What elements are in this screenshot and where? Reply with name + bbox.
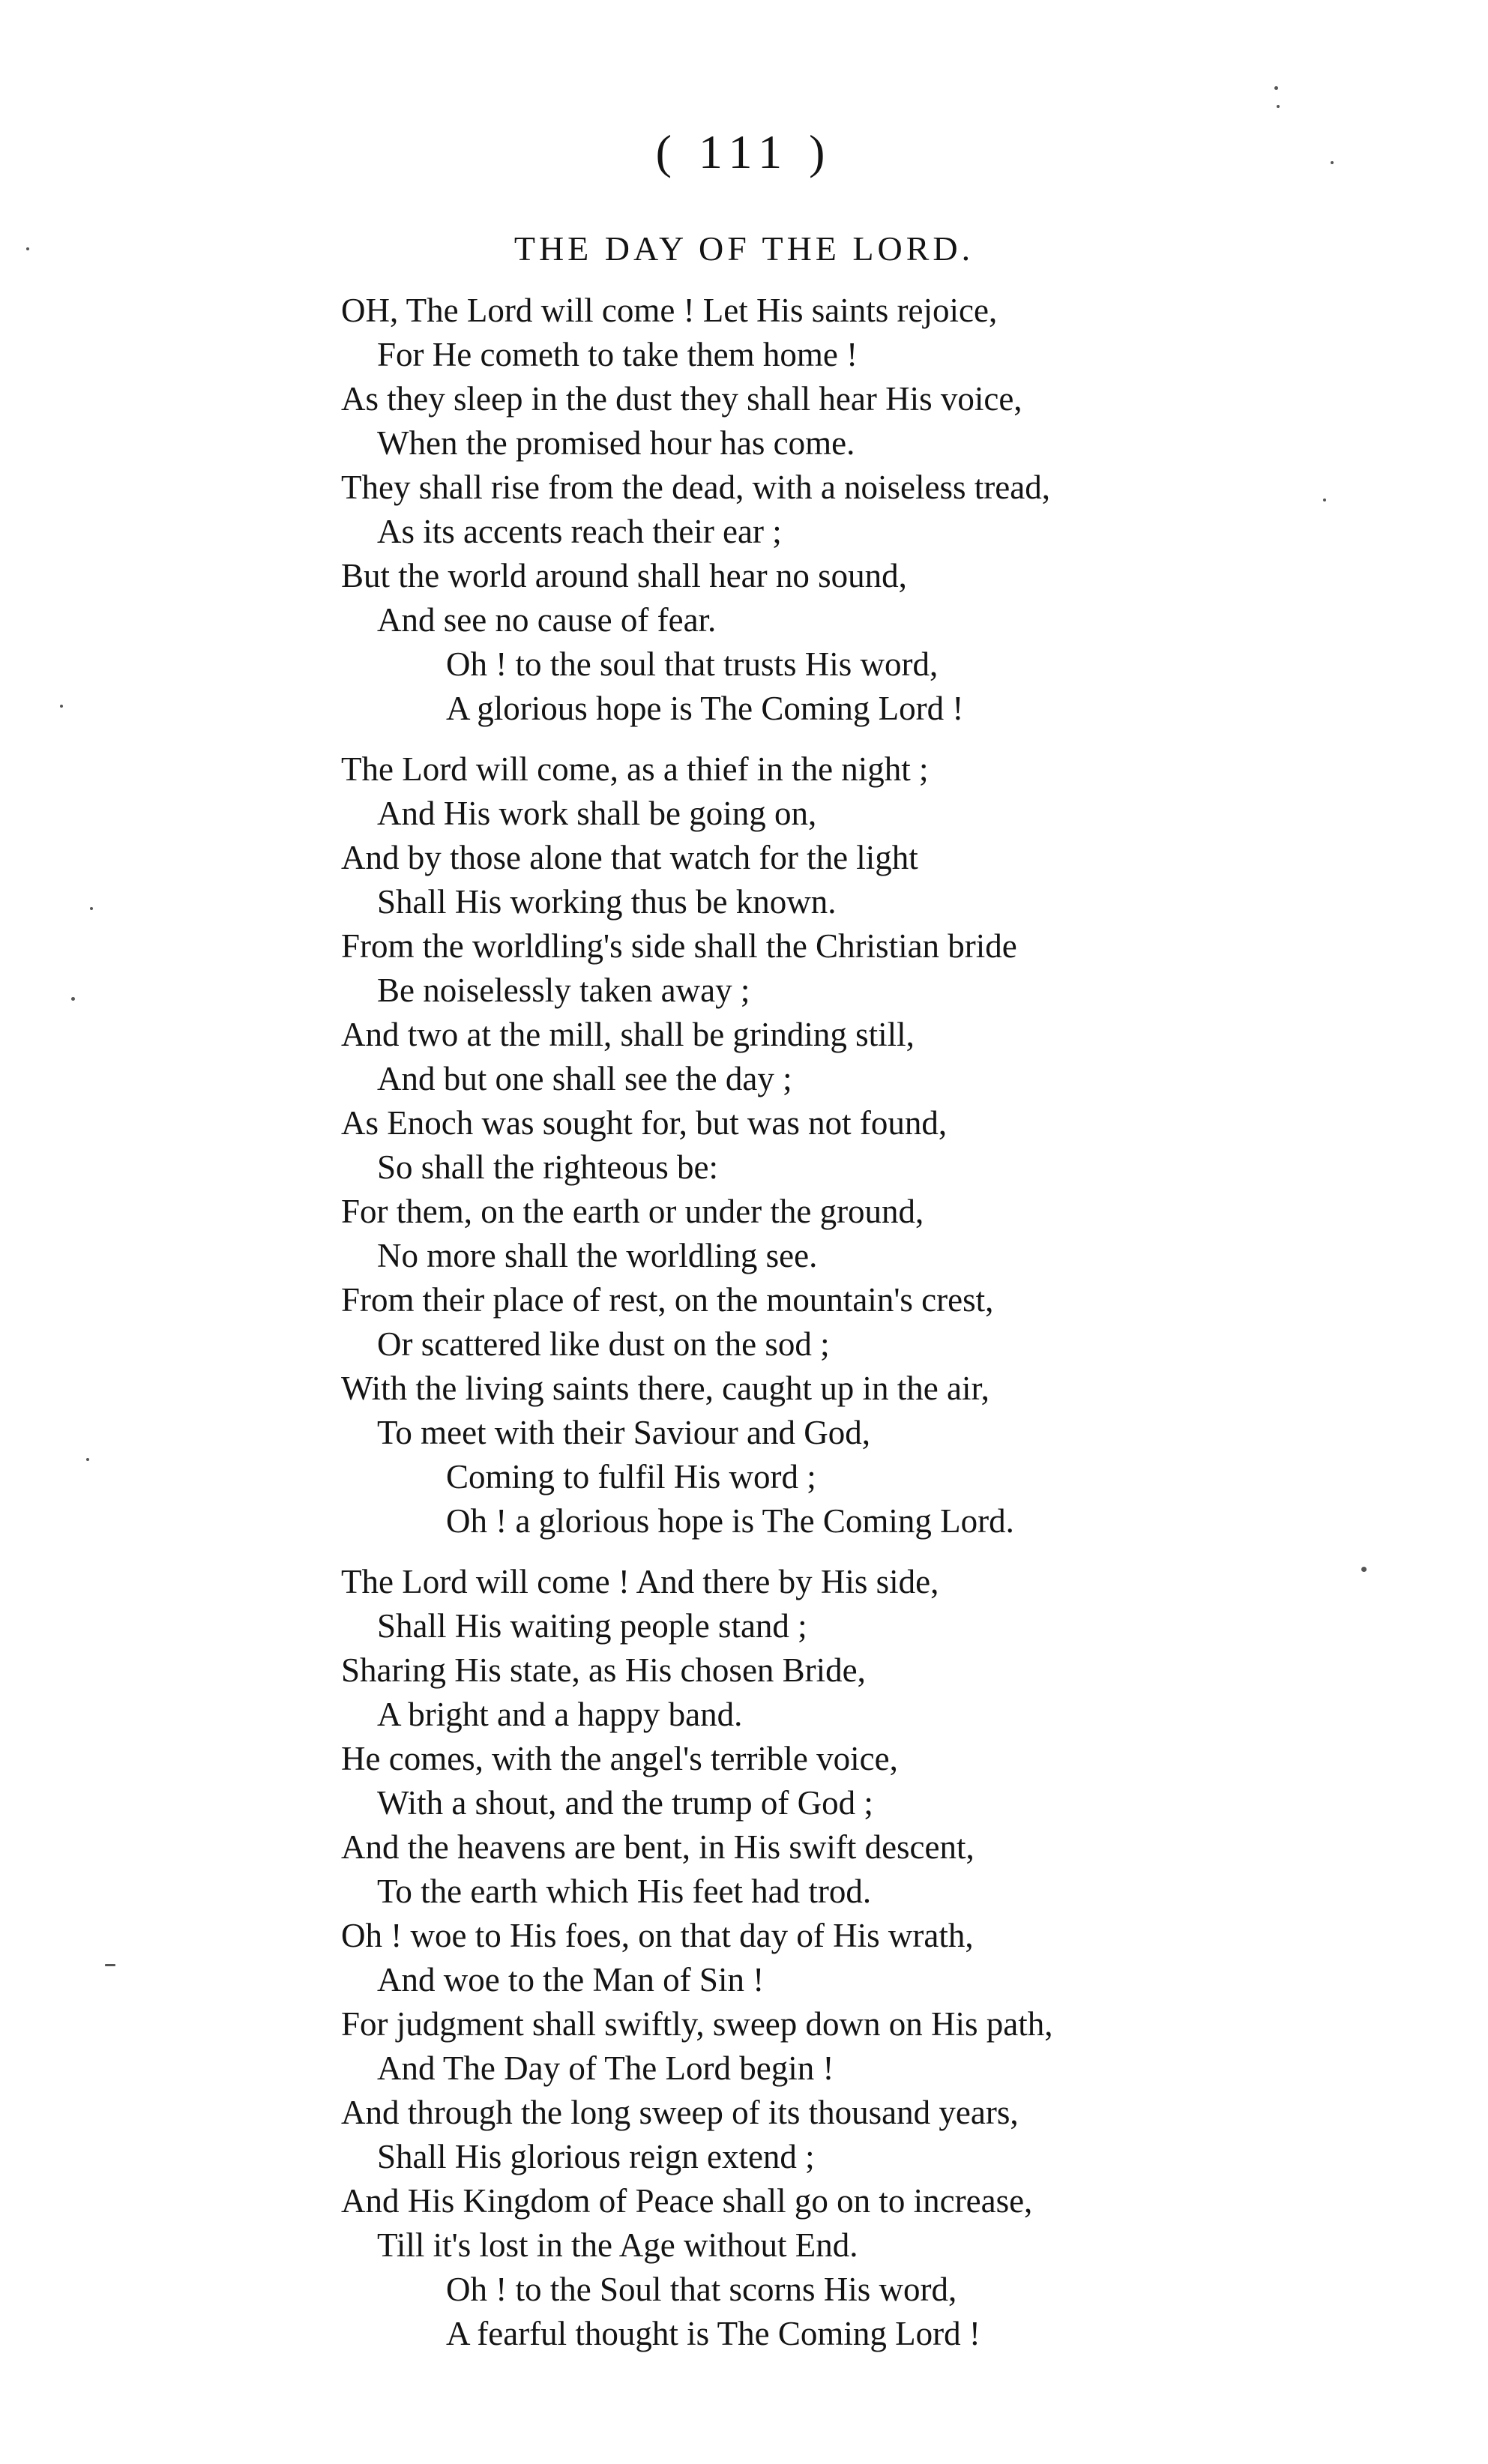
poem-line: So shall the righteous be:: [377, 1148, 718, 1186]
poem-line: Shall His waiting people stand ;: [377, 1607, 807, 1645]
poem-line: As its accents reach their ear ;: [377, 513, 782, 550]
poem-line: From their place of rest, on the mountain's crest,: [341, 1281, 994, 1319]
poem-line: And the heavens are bent, in His swift descent,: [341, 1828, 975, 1866]
poem-line: Till it's lost in the Age without End.: [377, 2226, 858, 2264]
poem-line: Oh ! to the soul that trusts His word,: [446, 645, 939, 683]
poem-line: From the worldling's side shall the Christian bride: [341, 927, 1017, 965]
poem-line: And The Day of The Lord begin !: [377, 2049, 834, 2087]
scan-speck: [1361, 1567, 1367, 1572]
poem-line: Shall His glorious reign extend ;: [377, 2138, 815, 2175]
poem-line: Oh ! woe to His foes, on that day of His wrath,: [341, 1917, 974, 1954]
poem-line: OH, The Lord will come ! Let His saints rejoice,: [341, 292, 998, 329]
poem-line: With a shout, and the trump of God ;: [377, 1784, 873, 1822]
poem-line: Be noiselessly taken away ;: [377, 972, 750, 1009]
poem-line: When the promised hour has come.: [377, 424, 855, 462]
poem-line: They shall rise from the dead, with a noiseless tread,: [341, 469, 1050, 506]
poem-line: As they sleep in the dust they shall hear His voice,: [341, 380, 1022, 418]
scan-speck: [1331, 161, 1334, 164]
poem-line: With the living saints there, caught up in the air,: [341, 1370, 990, 1407]
poem-line: No more shall the worldling see.: [377, 1237, 818, 1274]
poem-line: And but one shall see the day ;: [377, 1060, 792, 1097]
poem-line: And His Kingdom of Peace shall go on to increase,: [341, 2182, 1033, 2220]
stanza: [341, 289, 1293, 731]
scan-speck: [86, 1458, 89, 1461]
poem-line: A bright and a happy band.: [377, 1696, 743, 1733]
scan-speck: [105, 1964, 115, 1966]
poem-line: But the world around shall hear no sound,: [341, 557, 907, 594]
poem-line: To meet with their Saviour and God,: [377, 1414, 870, 1451]
scan-speck: [1274, 86, 1278, 90]
poem-line: Coming to fulfil His word ;: [446, 1458, 816, 1495]
poem-line: For them, on the earth or under the ground,: [341, 1193, 924, 1230]
poem-line: For He cometh to take them home !: [377, 336, 858, 373]
poem-line: The Lord will come ! And there by His side,: [341, 1563, 939, 1600]
poem-line: Oh ! a glorious hope is The Coming Lord.: [446, 1502, 1014, 1540]
poem-line: And by those alone that watch for the light: [341, 839, 918, 876]
scan-speck: [1277, 105, 1280, 108]
scan-speck: [90, 907, 93, 910]
poem-line: And through the long sweep of its thousand years,: [341, 2094, 1019, 2131]
poem-line: A glorious hope is The Coming Lord !: [446, 690, 964, 727]
poem-line: And His work shall be going on,: [377, 795, 817, 832]
poem-line: And two at the mill, shall be grinding still,: [341, 1016, 915, 1053]
poem-line: And see no cause of fear.: [377, 601, 717, 639]
stanza: [341, 1560, 1293, 2356]
poem-line: Shall His working thus be known.: [377, 883, 837, 921]
scan-speck: [1323, 498, 1326, 501]
poem-line: The Lord will come, as a thief in the night ;: [341, 750, 929, 788]
poem-line: Oh ! to the Soul that scorns His word,: [446, 2271, 957, 2308]
scan-speck: [26, 247, 29, 250]
poem-line: To the earth which His feet had trod.: [377, 1873, 872, 1910]
scan-speck: [60, 705, 63, 708]
poem-line: He comes, with the angel's terrible voice,: [341, 1740, 898, 1777]
poem-line: And woe to the Man of Sin !: [377, 1961, 765, 1998]
poem-line: A fearful thought is The Coming Lord !: [446, 2315, 981, 2352]
poem-body: [341, 289, 1293, 2373]
poem-title: THE DAY OF THE LORD.: [513, 229, 975, 268]
poem-line: Or scattered like dust on the sod ;: [377, 1325, 830, 1363]
poem-line: For judgment shall swiftly, sweep down on His path,: [341, 2005, 1053, 2043]
poem-line: Sharing His state, as His chosen Bride,: [341, 1651, 866, 1689]
scan-speck: [71, 997, 75, 1001]
page-number: ( 111 ): [655, 125, 833, 178]
stanza: [341, 747, 1293, 1543]
poem-line: As Enoch was sought for, but was not found,: [341, 1104, 948, 1142]
